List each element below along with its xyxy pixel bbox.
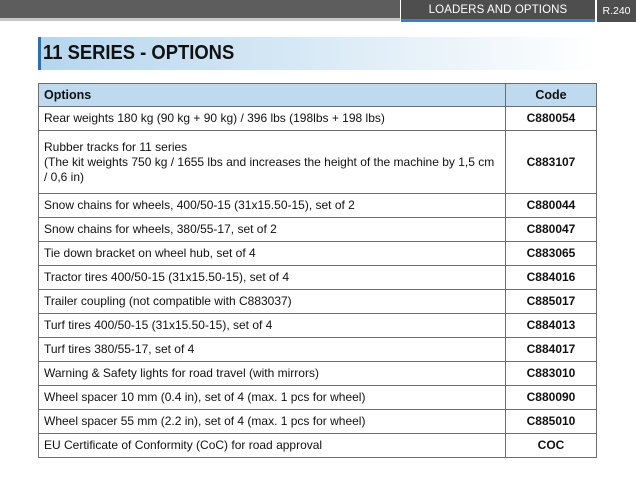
table-header-row xyxy=(39,84,597,107)
option-cell: Rubber tracks for 11 series (The kit weights 750 kg / 1655 lbs and increases the height of the machine by 1,5 cm / 0,6 in) xyxy=(39,131,506,194)
option-cell: Tie down bracket on wheel hub, set of 4 xyxy=(39,242,506,266)
table-row xyxy=(39,194,597,218)
code-cell: C883065 xyxy=(506,242,597,266)
options-table xyxy=(38,83,597,458)
column-header-options: Options xyxy=(39,84,506,107)
table-row xyxy=(39,107,597,131)
section-label: LOADERS AND OPTIONS xyxy=(401,0,595,22)
option-cell: Snow chains for wheels, 380/55-17, set of 2 xyxy=(39,218,506,242)
table-row xyxy=(39,266,597,290)
table-row xyxy=(39,410,597,434)
option-cell: Warning & Safety lights for road travel (with mirrors) xyxy=(39,362,506,386)
option-cell: Turf tires 400/50-15 (31x15.50-15), set of 4 xyxy=(39,314,506,338)
code-cell: C885010 xyxy=(506,410,597,434)
top-header-bar xyxy=(0,0,636,22)
code-cell: C884016 xyxy=(506,266,597,290)
code-cell: C880044 xyxy=(506,194,597,218)
table-row xyxy=(39,362,597,386)
table-row xyxy=(39,218,597,242)
page-title: 11 SERIES - OPTIONS xyxy=(43,42,235,64)
code-cell: C880090 xyxy=(506,386,597,410)
header-gray-band xyxy=(0,0,400,18)
code-cell: C884017 xyxy=(506,338,597,362)
code-cell: C884013 xyxy=(506,314,597,338)
code-cell: C883107 xyxy=(506,131,597,194)
title-bar xyxy=(38,37,597,70)
code-cell: C880047 xyxy=(506,218,597,242)
option-cell: Trailer coupling (not compatible with C883037) xyxy=(39,290,506,314)
table-row xyxy=(39,290,597,314)
option-cell: Tractor tires 400/50-15 (31x15.50-15), set of 4 xyxy=(39,266,506,290)
table-row xyxy=(39,131,597,194)
page-reference: R.240 xyxy=(597,0,636,22)
option-cell: Snow chains for wheels, 400/50-15 (31x15.50-15), set of 2 xyxy=(39,194,506,218)
option-cell: Wheel spacer 10 mm (0.4 in), set of 4 (max. 1 pcs for wheel) xyxy=(39,386,506,410)
option-cell: EU Certificate of Conformity (CoC) for road approval xyxy=(39,434,506,458)
table-row xyxy=(39,338,597,362)
table-row xyxy=(39,434,597,458)
header-gray-shadow xyxy=(0,18,400,21)
column-header-code: Code xyxy=(506,84,597,107)
table-row xyxy=(39,242,597,266)
code-cell: C880054 xyxy=(506,107,597,131)
option-cell: Turf tires 380/55-17, set of 4 xyxy=(39,338,506,362)
code-cell: COC xyxy=(506,434,597,458)
code-cell: C885017 xyxy=(506,290,597,314)
option-cell: Rear weights 180 kg (90 kg + 90 kg) / 396 lbs (198lbs + 198 lbs) xyxy=(39,107,506,131)
option-cell: Wheel spacer 55 mm (2.2 in), set of 4 (max. 1 pcs for wheel) xyxy=(39,410,506,434)
table-row xyxy=(39,314,597,338)
code-cell: C883010 xyxy=(506,362,597,386)
table-row xyxy=(39,386,597,410)
